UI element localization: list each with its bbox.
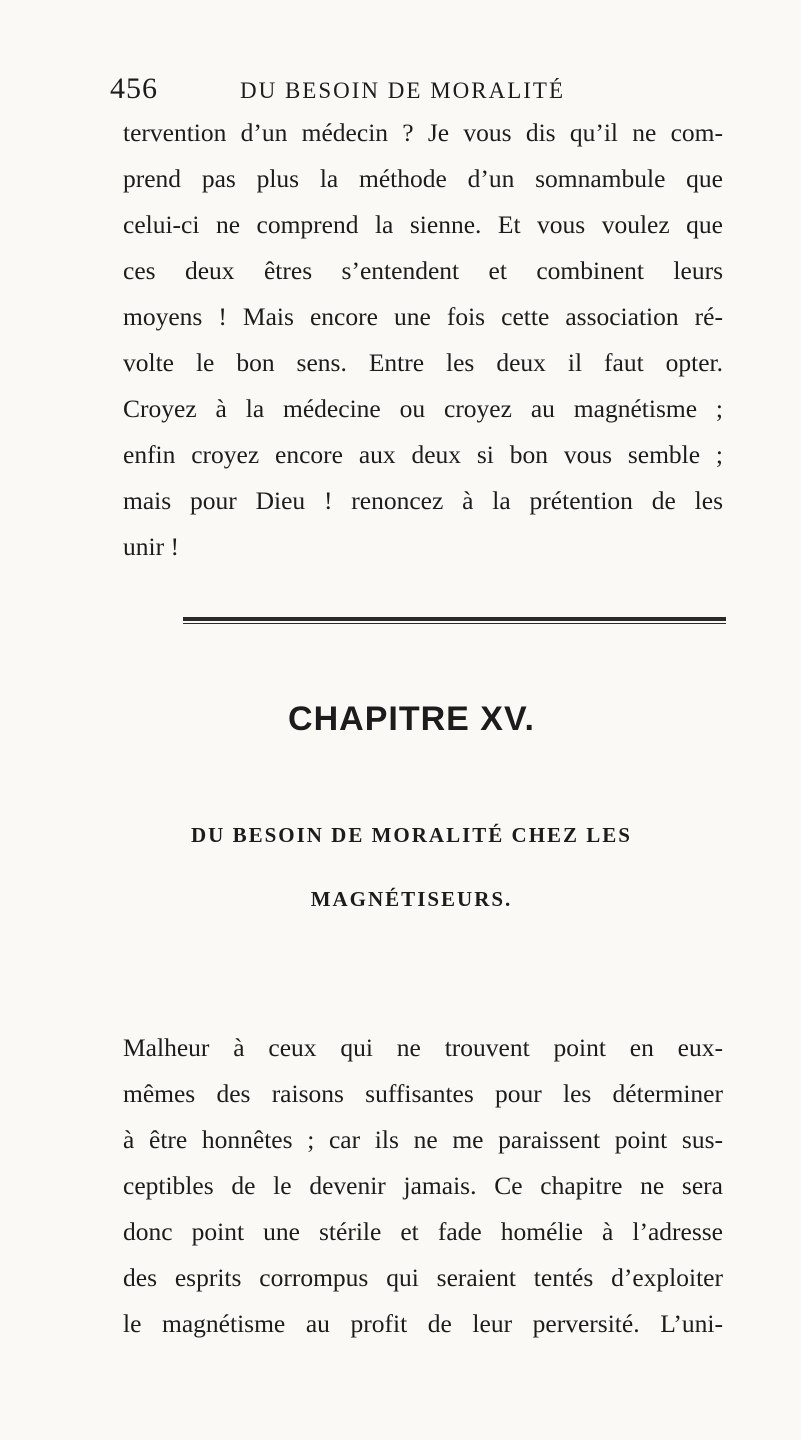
text-line: donc point une stérile et fade homélie à l’adresse — [123, 1217, 723, 1246]
text-line: Malheur à ceux qui ne trouvent point en eux- — [123, 1033, 723, 1062]
text-line: à être honnêtes ; car ils ne me paraissent point sus- — [123, 1125, 723, 1154]
running-title: DU BESOIN DE MORALITÉ — [240, 78, 566, 103]
text-line: le magnétisme au profit de leur perversité. L’uni- — [123, 1309, 723, 1338]
text-line: mais pour Dieu ! renoncez à la prétention de les — [123, 486, 723, 515]
chapter-subtitle — [0, 803, 801, 931]
text-line: moyens ! Mais encore une fois cette association ré- — [123, 302, 723, 331]
text-line: tervention d’un médecin ? Je vous dis qu’il ne com- — [123, 118, 723, 147]
text-line: mêmes des raisons suffisantes pour les déterminer — [123, 1079, 723, 1108]
text-line: prend pas plus la méthode d’un somnambule que — [123, 164, 723, 193]
text-line: Croyez à la médecine ou croyez au magnétisme ; — [123, 394, 723, 423]
chapter-subtitle-line: DU BESOIN DE MORALITÉ CHEZ LES — [190, 823, 632, 847]
section-divider-rule — [183, 617, 726, 621]
text-line: celui-ci ne comprend la sienne. Et vous voulez que — [123, 210, 723, 239]
paragraph-continued — [123, 110, 723, 570]
page-number: 456 — [110, 72, 158, 105]
chapter-title: CHAPITRE XV. — [288, 700, 535, 738]
text-line: enfin croyez encore aux deux si bon vous semble ; — [123, 440, 723, 469]
text-line: ces deux êtres s’entendent et combinent leurs — [123, 256, 723, 285]
chapter-opening-paragraph — [123, 1025, 723, 1347]
text-line: unir ! — [123, 532, 179, 561]
text-line: des esprits corrompus qui seraient tentés d’exploiter — [123, 1263, 723, 1292]
text-line: ceptibles de le devenir jamais. Ce chapitre ne sera — [123, 1171, 723, 1200]
running-head — [110, 72, 750, 112]
chapter-subtitle-line: MAGNÉTISEURS. — [310, 887, 513, 911]
text-line: volte le bon sens. Entre les deux il faut opter. — [123, 348, 723, 377]
